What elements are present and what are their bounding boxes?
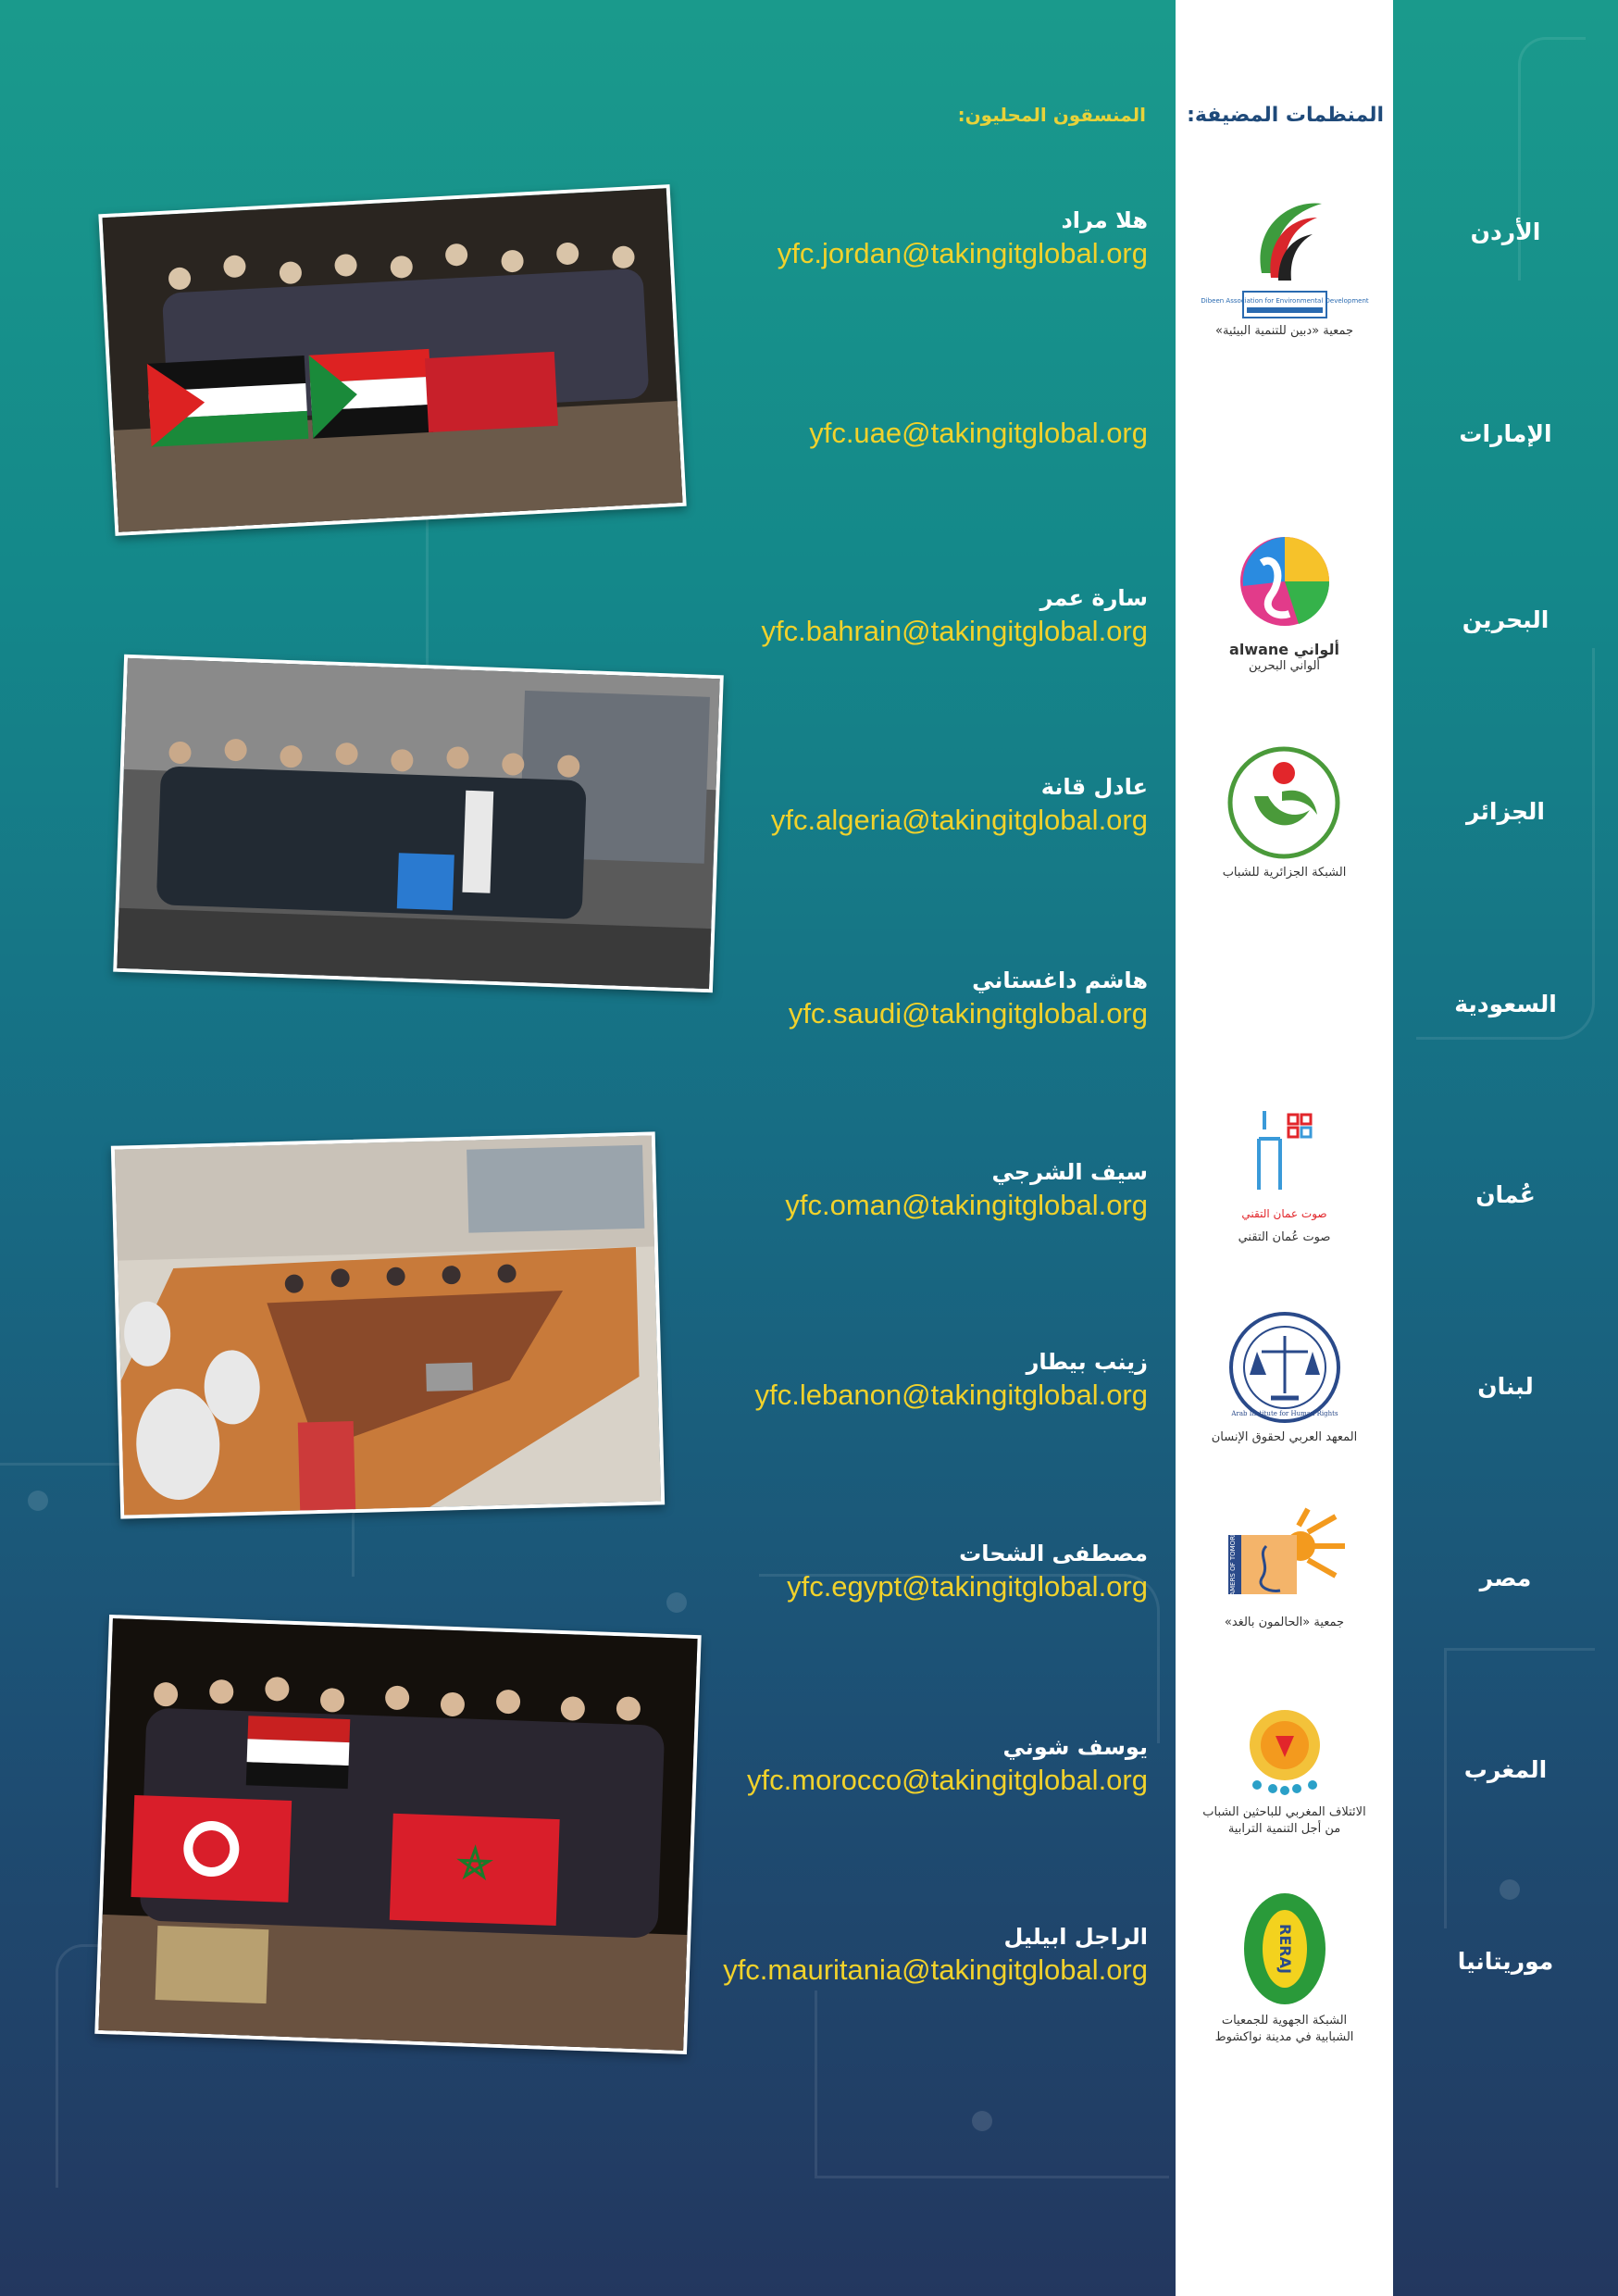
coordinator-name: سارة عمر (1039, 585, 1148, 611)
group-photo-flags-image (103, 188, 683, 531)
coordinator-email[interactable]: yfc.mauritania@takingitglobal.org (723, 1953, 1148, 1986)
coordinator-email[interactable]: yfc.jordan@takingitglobal.org (777, 237, 1148, 269)
reraj-inner-text: RERAJ (1276, 1924, 1294, 1974)
logo-algerian-youth-network (1180, 745, 1388, 881)
alwane-logo-icon (1234, 535, 1336, 637)
coordinator-email[interactable]: yfc.egypt@takingitglobal.org (787, 1570, 1148, 1603)
logo-moroccan-young-researchers (1180, 1703, 1388, 1837)
logo-caption: صوت عُمان التقني (1238, 1230, 1331, 1244)
coordinator-saudi (789, 967, 1148, 1030)
coordinator-email[interactable]: yfc.lebanon@takingitglobal.org (754, 1379, 1148, 1411)
logo-caption-line1: الشبكة الجهوية للجمعيات (1221, 2014, 1348, 2028)
logo-arab-institute-human-rights (1180, 1310, 1388, 1446)
group-photo-night-image (98, 1618, 697, 2051)
aihr-inner-text: Arab Institute for Human Rights (1230, 1410, 1338, 1417)
dibeen-logo-icon (1200, 190, 1369, 319)
coordinator-name: هلا مراد (1061, 207, 1148, 233)
country-oman: عُمان (1475, 1181, 1536, 1208)
host-orgs-heading: المنظمات المضيفة: (1187, 104, 1384, 127)
coordinator-email[interactable]: yfc.morocco@takingitglobal.org (747, 1764, 1148, 1796)
coordinator-email[interactable]: yfc.uae@takingitglobal.org (809, 417, 1148, 449)
group-photo-indoor-image (117, 658, 719, 989)
aihr-logo-icon (1220, 1310, 1350, 1426)
oman-inner-text: صوت عمان التقني (1241, 1207, 1327, 1220)
logo-oman-tech-voice (1180, 1102, 1388, 1246)
coordinator-email[interactable]: yfc.bahrain@takingitglobal.org (761, 615, 1148, 647)
dreamers-inner-text: DREAMERS OF TOMORROW (1228, 1519, 1237, 1610)
coordinator-oman (785, 1159, 1148, 1222)
local-coordinators-heading: المنسقون المحليون: (957, 104, 1146, 126)
logo-alwane (1180, 535, 1388, 675)
conference-room-image (115, 1135, 661, 1515)
coordinator-lebanon (755, 1349, 1148, 1412)
coordinator-email[interactable]: yfc.algeria@takingitglobal.org (770, 804, 1148, 836)
logo-caption: جمعية «دبين للتنمية البيئية» (1215, 324, 1353, 338)
country-saudi: السعودية (1454, 991, 1557, 1017)
logo-caption: الشبكة الجزائرية للشباب (1222, 866, 1347, 880)
coordinator-mauritania (723, 1924, 1148, 1987)
logo-dreamers-of-tomorrow (1180, 1509, 1388, 1631)
alwane-brand-arabic: ألواني (1293, 641, 1339, 658)
coordinator-name: زينب بيطار (1026, 1349, 1148, 1375)
coordinator-email[interactable]: yfc.oman@takingitglobal.org (785, 1189, 1148, 1221)
moroccan-researchers-logo-icon (1234, 1703, 1336, 1801)
logo-caption-line2: من أجل التنمية الترابية (1227, 1821, 1341, 1836)
country-uae: الإمارات (1459, 420, 1552, 447)
logo-caption-line1: الائتلاف المغربي للباحثين الشباب (1202, 1805, 1366, 1819)
country-jordan: الأردن (1470, 218, 1541, 245)
alwane-brand (1180, 641, 1388, 658)
coordinator-jordan (778, 207, 1148, 270)
coordinator-name: يوسف شوني (1002, 1734, 1148, 1760)
coordinator-bahrain (762, 585, 1149, 648)
logo-caption: جمعية «الحالمون بالغد» (1224, 1616, 1345, 1629)
logo-reraj (1180, 1889, 1388, 2045)
oman-tech-logo-icon (1248, 1102, 1322, 1204)
coordinator-algeria (771, 774, 1148, 837)
photo-group-with-flags (98, 184, 686, 536)
reraj-logo-icon (1238, 1889, 1331, 2009)
photo-conference-room (111, 1131, 665, 1518)
logo-caption: ألواني البحرين (1248, 659, 1321, 673)
algerian-youth-logo-icon (1226, 745, 1342, 861)
coordinator-email[interactable]: yfc.saudi@takingitglobal.org (788, 997, 1148, 1029)
dibeen-inner-text: Dibeen Association for Environmental Development (1200, 297, 1369, 305)
coordinator-name: الراجل ابيليل (1003, 1924, 1148, 1950)
dreamers-logo-icon (1215, 1509, 1354, 1611)
country-egypt: مصر (1479, 1565, 1532, 1591)
coordinator-egypt (787, 1541, 1148, 1603)
coordinator-morocco (747, 1734, 1148, 1797)
coordinator-name: مصطفى الشحات (959, 1541, 1148, 1566)
coordinator-uae (809, 413, 1148, 450)
country-mauritania: موريتانيا (1457, 1948, 1554, 1975)
logo-caption-line2: الشبابية في مدينة نواكشوط (1214, 2029, 1354, 2044)
alwane-brand-latin: alwane (1229, 641, 1289, 658)
country-morocco: المغرب (1463, 1756, 1548, 1783)
coordinator-name: هاشم داغستاني (972, 967, 1148, 993)
coordinator-name: سيف الشرجي (991, 1159, 1148, 1185)
coordinator-name: عادل قانة (1040, 774, 1148, 800)
photo-group-indoor (113, 655, 724, 992)
photo-group-night-flags (94, 1615, 701, 2054)
country-bahrain: البحرين (1462, 606, 1550, 633)
country-lebanon: لبنان (1477, 1373, 1534, 1400)
country-algeria: الجزائر (1465, 798, 1546, 825)
logo-dibeen (1180, 190, 1388, 340)
logo-caption: المعهد العربي لحقوق الإنسان (1211, 1430, 1358, 1444)
